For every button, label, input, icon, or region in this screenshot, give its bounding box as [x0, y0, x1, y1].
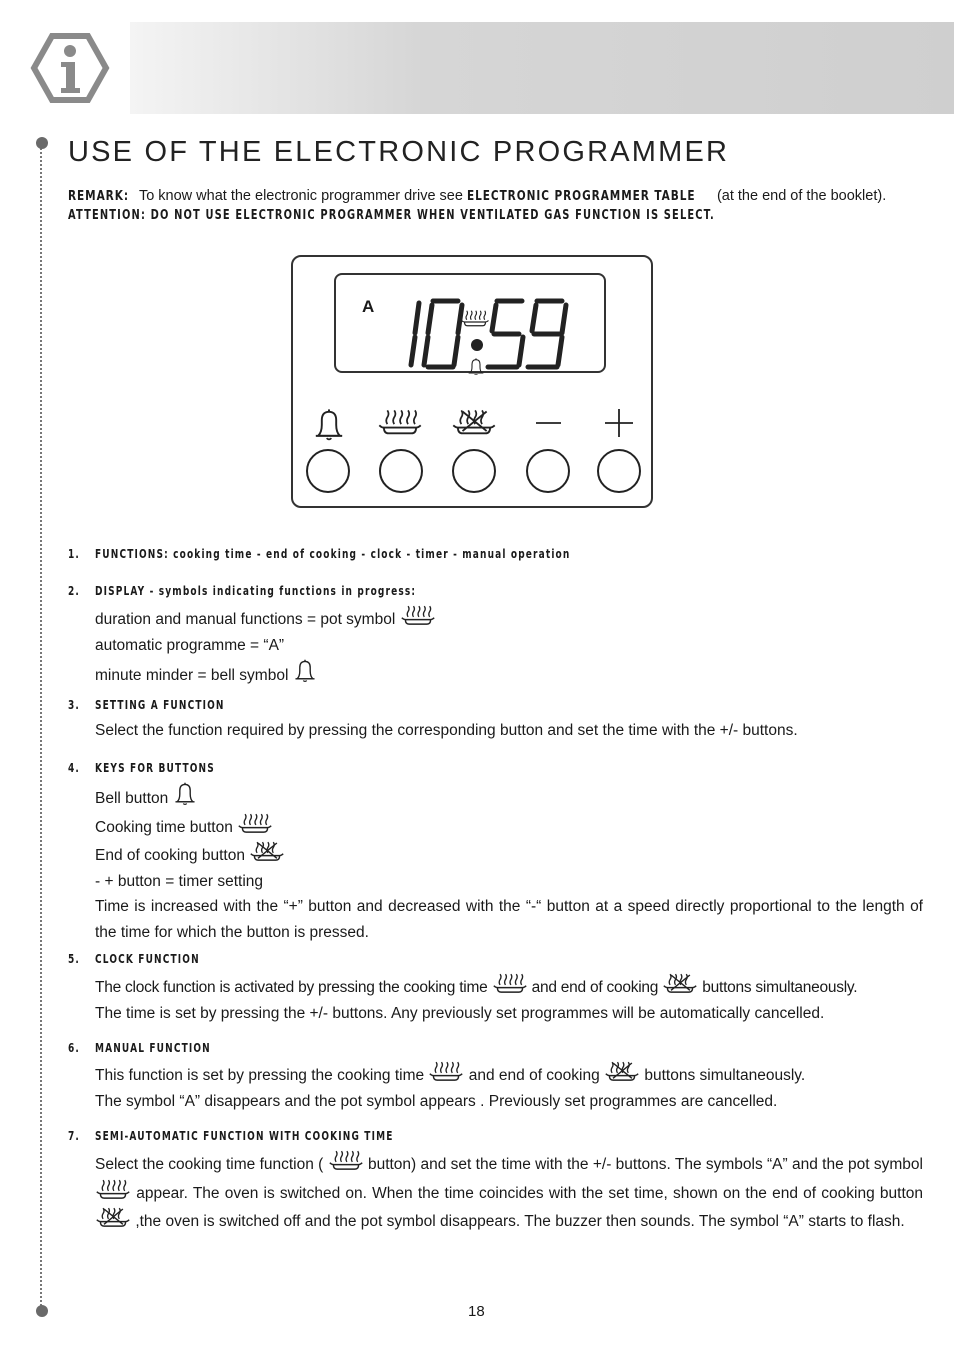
section-2-body: duration and manual functions = pot symbol automatic programme = “A” minute minder = bell symbol — [95, 604, 923, 689]
section-4-heading: 4. KEYS FOR BUTTONS — [68, 760, 215, 775]
section-5-heading: 5. CLOCK FUNCTION — [68, 951, 200, 966]
pot-cancel-symbol-icon — [453, 410, 494, 433]
pot-icon — [328, 1149, 364, 1173]
section-6-body: This function is set by pressing the cooking time and end of cooking buttons simultaneously. The symbol “A” disappears and the pot symbol appears . Previously set programmes are cancelled. — [95, 1060, 923, 1114]
section-2-heading: 2. DISPLAY - symbols indicating functions in progress: — [68, 583, 417, 598]
section-4-body: Bell button Cooking time button End of cooking button - + button = timer setting Time is increased with the “+” button and decreased with the “-“ button at a speed directly proportional to the length of the time for which the button is pressed. — [95, 781, 923, 946]
plus-symbol-icon — [605, 409, 633, 437]
pot-icon — [237, 812, 273, 836]
pot-symbol-icon — [379, 410, 420, 433]
section-1-heading: 1. FUNCTIONS: cooking time - end of cooking - clock - timer - manual operation — [68, 546, 571, 561]
attention-text: ATTENTION: DO NOT USE ELECTRONIC PROGRAMMER WHEN VENTILATED GAS FUNCTION IS SELECT. — [68, 208, 715, 223]
pot-cancel-icon — [249, 840, 285, 864]
pot-icon — [492, 972, 528, 996]
header-band — [130, 22, 954, 114]
section-6-heading: 6. MANUAL FUNCTION — [68, 1040, 211, 1055]
section-3-body: Select the function required by pressing the corresponding button and set the time with the +/- buttons. — [95, 722, 798, 739]
page-title: USE OF THE ELECTRONIC PROGRAMMER — [68, 136, 730, 168]
remark-table-ref: ELECTRONIC PROGRAMMER TABLE — [466, 188, 696, 204]
remark-label: REMARK: — [68, 188, 129, 204]
section-7-body: Select the cooking time function ( button) and set the time with the +/- buttons. The symbols “A” and the pot symbol appear. The oven is switched on. When the time coincides with the set time, shown on the end of cooking button ,the oven is switched off and the pot symbol disappears. The buzzer then sounds. The symbol “A” starts to flash. — [95, 1149, 923, 1235]
end-of-cooking-button[interactable] — [452, 449, 496, 493]
minus-button[interactable] — [526, 449, 570, 493]
pot-icon — [95, 1178, 131, 1202]
remark-line — [68, 188, 886, 204]
attention-line — [68, 207, 919, 223]
pot-cancel-icon — [604, 1060, 640, 1084]
pot-cancel-icon — [95, 1206, 131, 1230]
bell-icon — [173, 781, 197, 807]
plus-button[interactable] — [597, 449, 641, 493]
cooking-time-button[interactable] — [379, 449, 423, 493]
section-3-heading: 3. SETTING A FUNCTION — [68, 697, 225, 712]
guide-dot-bottom — [36, 1305, 48, 1317]
dotted-guide — [40, 145, 42, 1310]
pot-icon — [400, 604, 436, 628]
programmer-panel — [291, 255, 653, 508]
section-7-heading: 7. SEMI-AUTOMATIC FUNCTION WITH COOKING TIME — [68, 1128, 394, 1143]
section-5-body: The clock function is activated by pressing the cooking time and end of cooking buttons simultaneously. The time is set by pressing the +/- buttons. Any previously set programmes will be automatically cancelled. — [95, 972, 923, 1026]
pot-cancel-icon — [662, 972, 698, 996]
remark-text-after: (at the end of the booklet). — [716, 188, 887, 204]
pot-icon — [428, 1060, 464, 1084]
bell-icon — [293, 658, 317, 684]
bell-button[interactable] — [306, 449, 350, 493]
guide-dot-top — [36, 137, 48, 149]
display-letter-a: A — [362, 297, 375, 316]
page-number: 18 — [468, 1303, 485, 1320]
remark-text: To know what the electronic programmer drive see — [138, 188, 463, 204]
bell-symbol-icon — [316, 409, 342, 439]
info-icon — [30, 32, 110, 104]
